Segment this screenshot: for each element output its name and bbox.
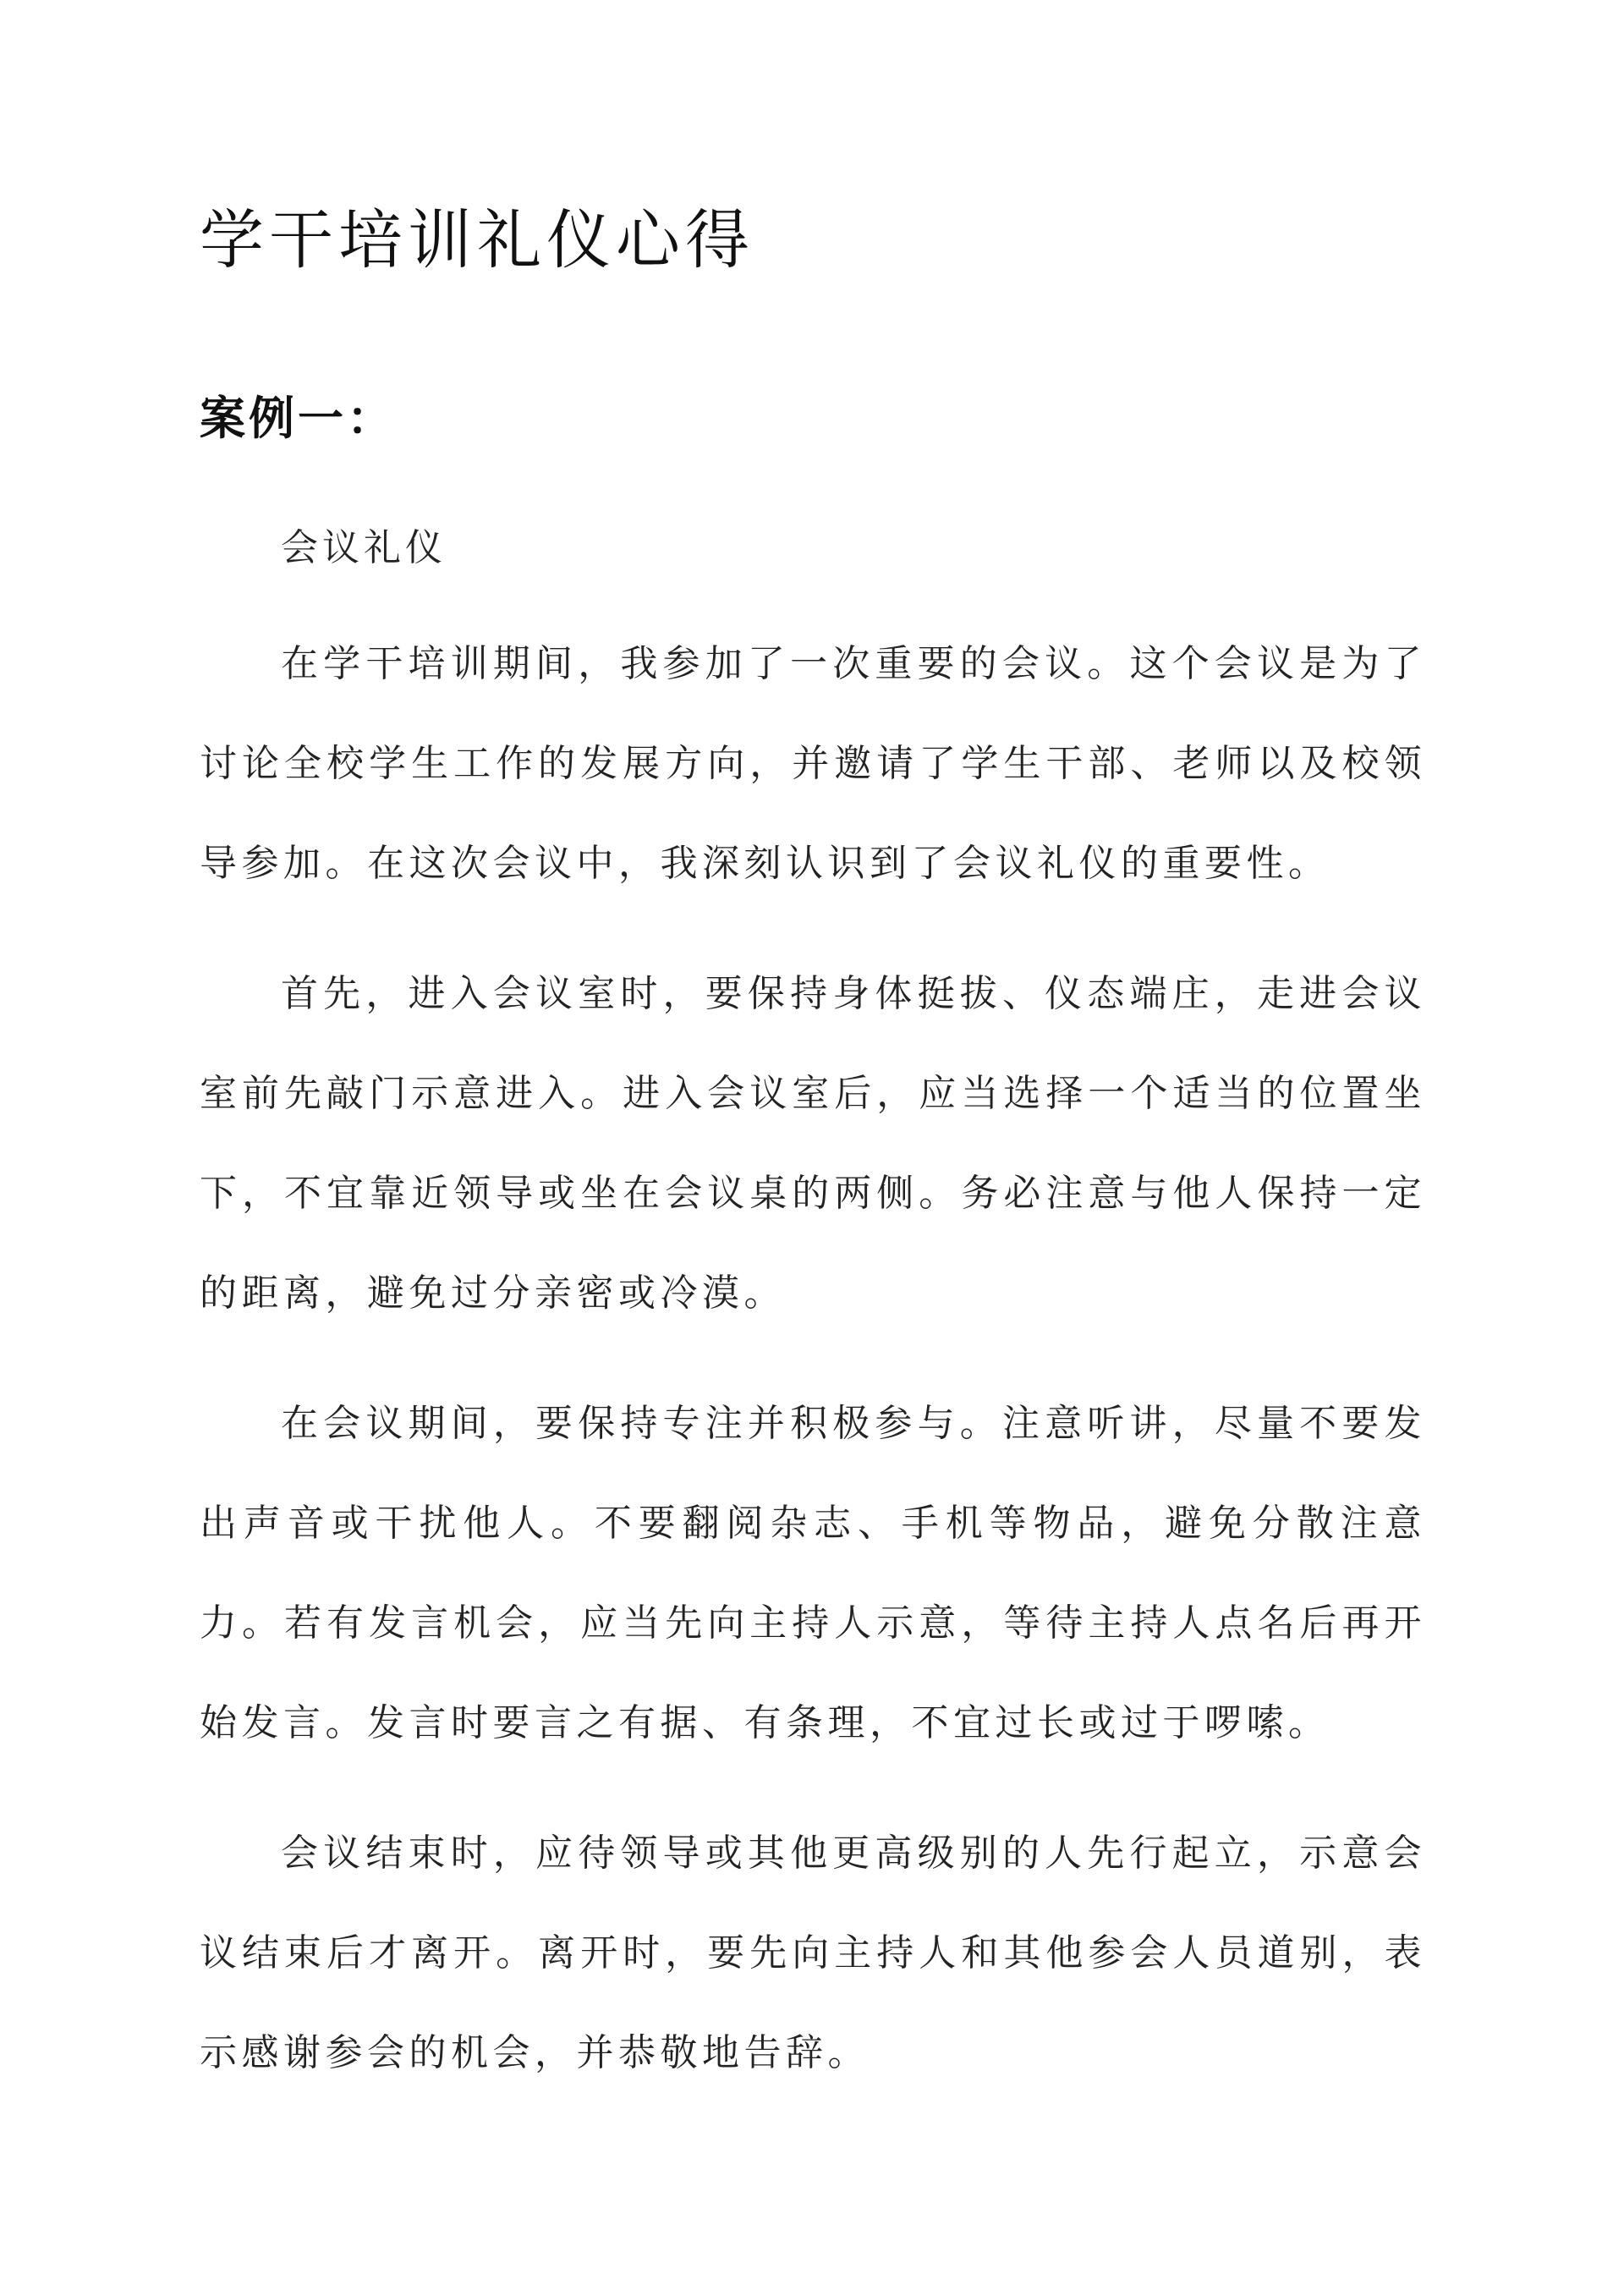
paragraph-4: 会议结束时，应待领导或其他更高级别的人先行起立，示意会议结束后才离开。离开时，要先向主持人和其他参会人员道别，表示感谢参会的机会，并恭敬地告辞。 (200, 1832, 1426, 2074)
paragraph-2: 首先，进入会议室时，要保持身体挺拔、仪态端庄，走进会议室前先敲门示意进入。进入会议室后，应当选择一个适当的位置坐下，不宜靠近领导或坐在会议桌的两侧。务必注意与他人保持一定的距离，避免过分亲密或冷漠。 (200, 972, 1426, 1315)
paragraph-1: 在学干培训期间，我参加了一次重要的会议。这个会议是为了讨论全校学生工作的发展方向，并邀请了学生干部、老师以及校领导参加。在这次会议中，我深刻认识到了会议礼仪的重要性。 (200, 642, 1426, 885)
subheading: 会议礼仪 (281, 526, 447, 569)
paragraph-3: 在会议期间，要保持专注并积极参与。注意听讲，尽量不要发出声音或干扰他人。不要翻阅杂志、手机等物品，避免分散注意力。若有发言机会，应当先向主持人示意，等待主持人点名后再开始发言。发言时要言之有据、有条理，不宜过长或过于啰嗦。 (200, 1402, 1426, 1744)
section-heading: 案例一： (200, 391, 396, 445)
document-body (200, 196, 1426, 2103)
document-title: 学干培训礼仪心得 (200, 202, 754, 277)
